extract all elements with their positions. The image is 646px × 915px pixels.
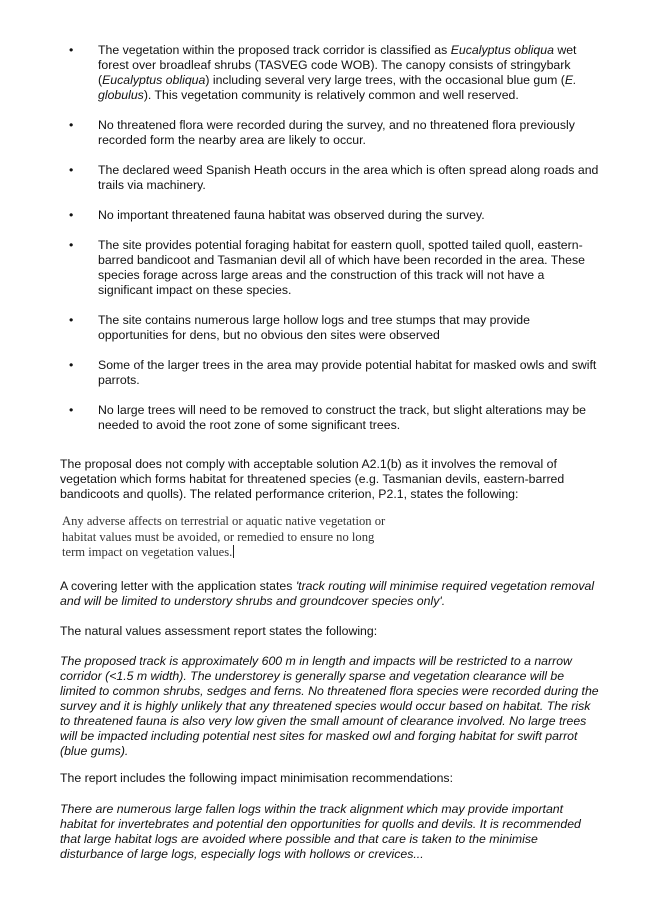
bullet-item: [60, 358, 600, 388]
bullet-dot-icon: •: [69, 238, 74, 252]
recommendations-intro: The report includes the following impact minimisation recommendations:: [60, 771, 453, 785]
covering-letter-lead: A covering letter with the application states: [60, 579, 296, 593]
bullet-item: [60, 238, 600, 298]
bullet-text: [98, 313, 530, 342]
bullet-item: [60, 163, 600, 193]
bullet-item: [60, 403, 600, 433]
quote-line: Any adverse affects on terrestrial or aquatic native vegetation or: [62, 514, 386, 528]
findings-bullet-list: [60, 43, 600, 448]
bullet-dot-icon: •: [69, 313, 74, 327]
bullet-dot-icon: •: [69, 163, 74, 177]
bullet-item: [60, 43, 600, 103]
bullet-dot-icon: •: [69, 403, 74, 417]
bullet-text-segment: No large trees will need to be removed to construct the track, but slight alterations may be needed to avoid the root zone of some significant trees.: [98, 403, 587, 432]
bullet-text-segment: The site contains numerous large hollow logs and tree stumps that may provide opportunities for dens, but no obvious den sites were observed: [98, 313, 530, 342]
bullet-text-segment: No threatened flora were recorded during the survey, and no threatened flora previously recorded form the nearby area are likely to occur.: [98, 118, 575, 147]
bullet-text-segment: ). This vegetation community is relatively common and well reserved.: [143, 88, 519, 102]
bullet-text: [98, 43, 577, 102]
bullet-dot-icon: •: [69, 118, 74, 132]
bullet-text-segment: The site provides potential foraging habitat for eastern quoll, spotted tailed quoll, eastern-barred bandicoot and Tasmanian devil all of which have been recorded in the area. These species forage across large areas and the construction of this track will not have a significant impact on these species.: [98, 238, 585, 297]
bullet-text: [98, 238, 585, 297]
bullet-text: [98, 118, 575, 147]
recommendations-quote: There are numerous large fallen logs within the track alignment which may provide important habitat for invertebrates and potential den opportunities for quolls and devils. It is recommended that large habitat logs are avoided where possible and that care is taken to the minimise disturbance of large logs, especially logs with hollows or crevices...: [60, 802, 581, 861]
bullet-dot-icon: •: [69, 208, 74, 222]
bullet-text-segment: ) including several very large trees, with the occasional blue gum (: [205, 73, 565, 87]
proposal-paragraph: The proposal does not comply with acceptable solution A2.1(b) as it involves the removal of vegetation which forms habitat for threatened species (e.g. Tasmanian devils, eastern-barred bandicoots and quolls). The related performance criterion, P2.1, states the following:: [60, 457, 565, 501]
performance-criterion-quote: [62, 514, 432, 561]
bullet-dot-icon: •: [69, 43, 74, 57]
bullet-text: [98, 208, 485, 222]
bullet-text-segment: wet forest over broadleaf shrubs (TASVEG code WOB). The canopy consists of stringybark (: [98, 43, 577, 87]
bullet-item: [60, 208, 600, 223]
bullet-text: [98, 403, 586, 432]
assessment-quote: The proposed track is approximately 600 m in length and impacts will be restricted to a narrow corridor (<1.5 m width). The understorey is generally sparse and vegetation clearance will be limited to common shrubs, sedges and ferns. No threatened flora species were recorded during the survey and it is highly unlikely that any threatened species would occur based on habitat. The risk to threatened fauna is also very low given the small amount of clearance involved. No large trees will be impacted including potential nest sites for masked owl and forging habitat for swift parrot (blue gums).: [60, 654, 599, 758]
quote-line: term impact on vegetation values.: [62, 545, 233, 559]
bullet-text-segment: Some of the larger trees in the area may provide potential habitat for masked owls and swift parrots.: [98, 358, 597, 387]
covering-letter-paragraph: [60, 579, 600, 609]
bullet-text-segment: The declared weed Spanish Heath occurs in the area which is often spread along roads and trails via machinery.: [98, 163, 599, 192]
text-cursor: [233, 545, 234, 558]
species-name: Eucalyptus obliqua: [102, 73, 206, 87]
bullet-text: [98, 163, 598, 192]
species-name: Eucalyptus obliqua: [450, 43, 554, 57]
assessment-intro: The natural values assessment report states the following:: [60, 624, 378, 638]
bullet-text-segment: The vegetation within the proposed track corridor is classified as: [98, 43, 451, 57]
bullet-item: [60, 313, 600, 343]
quote-line: habitat values must be avoided, or remedied to ensure no long: [62, 529, 375, 544]
bullet-text: [98, 358, 596, 387]
bullet-text-segment: No important threatened fauna habitat was observed during the survey.: [98, 208, 485, 222]
bullet-dot-icon: •: [69, 358, 74, 372]
species-name: E. globulus: [98, 73, 577, 102]
bullet-item: [60, 118, 600, 148]
covering-letter-quote: 'track routing will minimise required vegetation removal and will be limited to understory shrubs and groundcover species only'.: [60, 579, 595, 608]
